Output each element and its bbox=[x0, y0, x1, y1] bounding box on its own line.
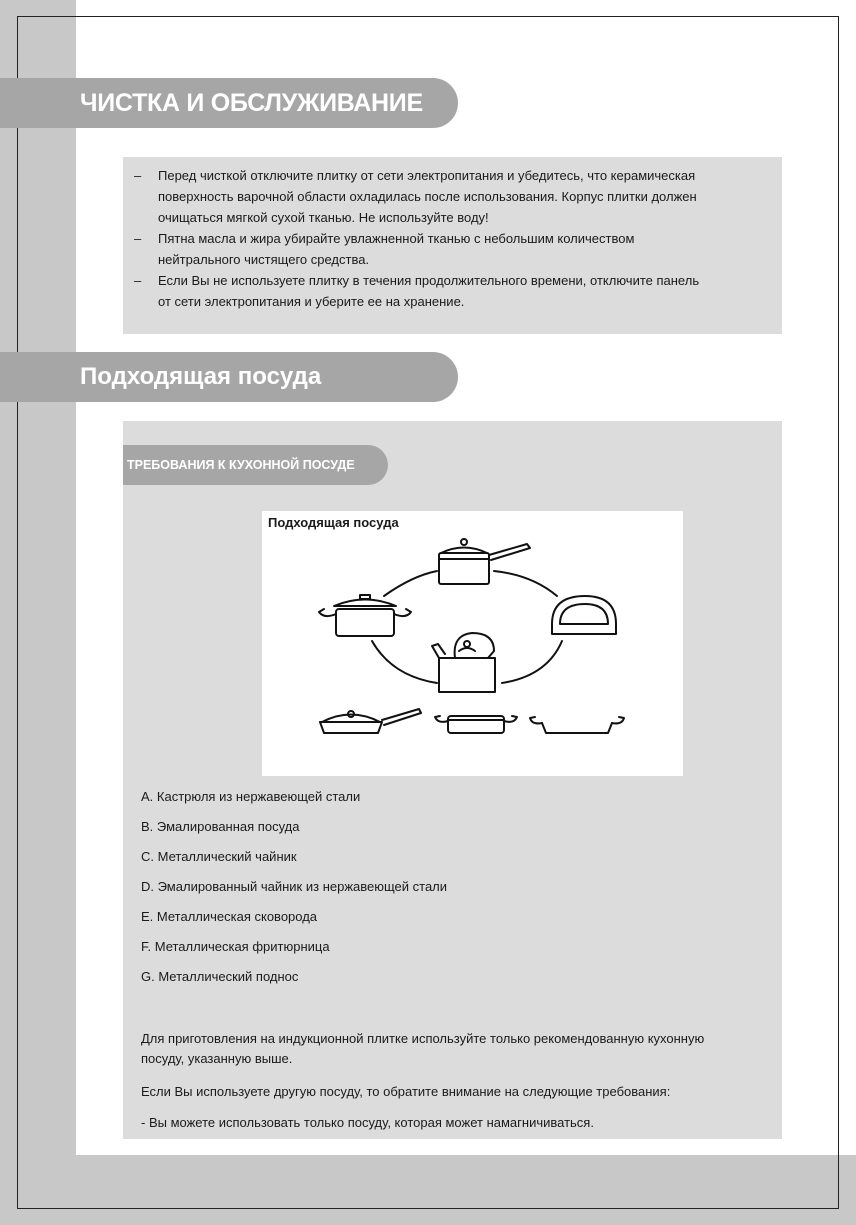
connecting-arcs bbox=[372, 571, 562, 683]
bullet-line: Если Вы не используете плитку в течения продолжительного времени, отключите панель bbox=[158, 273, 700, 288]
frying-pan-icon bbox=[320, 709, 421, 733]
cleaning-bullet-3 bbox=[123, 270, 762, 312]
bullet-line: от сети электропитания и уберите ее на хранение. bbox=[158, 294, 465, 309]
legend-item: B. Эмалированная посуда bbox=[141, 819, 300, 834]
bullet-line: Перед чисткой отключите плитку от сети электропитания и убедитесь, что керамическая bbox=[158, 168, 696, 183]
bullet-line: Пятна масла и жира убирайте увлажненной тканью с небольшим количеством bbox=[158, 231, 635, 246]
bullet-dash: – bbox=[134, 273, 142, 288]
cleaning-bullet-1 bbox=[123, 165, 762, 228]
cookware-legend bbox=[141, 787, 447, 997]
bullet-line: нейтрального чистящего средства. bbox=[158, 252, 370, 267]
section-heading-cookware: Подходящая посуда bbox=[0, 352, 458, 402]
cookware-requirements-box bbox=[123, 421, 782, 1139]
cleaning-bullet-list bbox=[123, 157, 782, 312]
usage-paragraph bbox=[141, 1029, 771, 1069]
section-heading-cleaning: ЧИСТКА И ОБСЛУЖИВАНИЕ bbox=[0, 78, 458, 128]
cookware-drawing bbox=[262, 511, 683, 776]
bullet-dash: – bbox=[134, 168, 142, 183]
cleaning-bullet-2 bbox=[123, 228, 762, 270]
legend-item: F. Металлическая фритюрница bbox=[141, 939, 330, 954]
cookware-illustration bbox=[262, 511, 683, 776]
paragraph-line: посуду, указанную выше. bbox=[141, 1051, 293, 1066]
legend-item: E. Металлическая сковорода bbox=[141, 909, 318, 924]
saucepan-icon bbox=[439, 539, 530, 584]
dome-pot-icon bbox=[552, 596, 616, 634]
enamel-pot-icon bbox=[319, 595, 411, 636]
legend-item: A. Кастрюля из нержавеющей стали bbox=[141, 789, 361, 804]
legend-item: G. Металлический поднос bbox=[141, 969, 299, 984]
subsection-heading-requirements: ТРЕБОВАНИЯ К КУХОННОЙ ПОСУДЕ bbox=[123, 445, 388, 485]
legend-item: C. Металлический чайник bbox=[141, 849, 297, 864]
bullet-line: поверхность варочной области охладилась после использования. Корпус плитки должен bbox=[158, 189, 697, 204]
paragraph-line: Для приготовления на индукционной плитке используйте только рекомендованную кухонную bbox=[141, 1031, 705, 1046]
tray-icon bbox=[530, 717, 624, 733]
legend-item: D. Эмалированный чайник из нержавеющей стали bbox=[141, 879, 448, 894]
bullet-line: очищаться мягкой сухой тканью. Не используйте воду! bbox=[158, 210, 489, 225]
figure-title: Подходящая посуда bbox=[268, 515, 399, 530]
requirement-magnetic: - Вы можете использовать только посуду, которая может намагничиваться. bbox=[141, 1115, 594, 1130]
requirements-intro: Если Вы используете другую посуду, то обратите внимание на следующие требования: bbox=[141, 1084, 671, 1099]
kettle-icon bbox=[432, 633, 495, 692]
fryer-icon bbox=[435, 716, 517, 733]
cleaning-instructions-box bbox=[123, 157, 782, 334]
bullet-dash: – bbox=[134, 231, 142, 246]
